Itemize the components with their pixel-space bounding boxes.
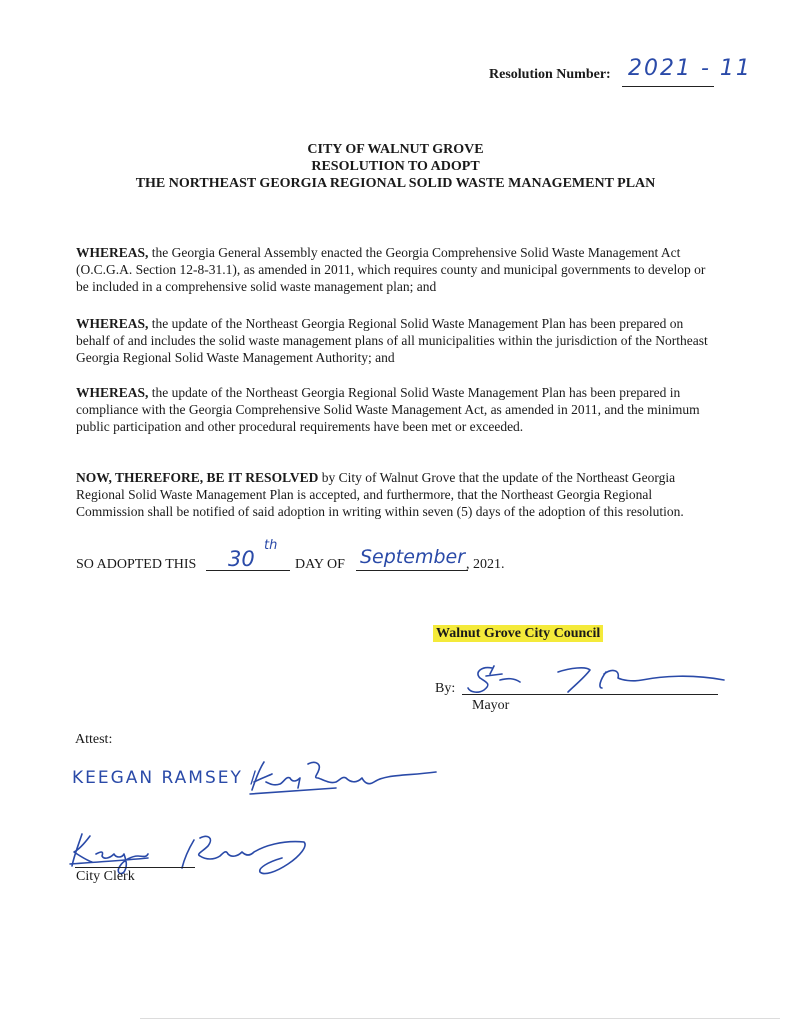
paragraph-text: by City of Walnut Grove that the update of the Northeast Georgia Regional Solid Waste Management Plan is accepted, and furthermore, that the Northeast Georgia Regional Commission shall be notified of said adoption in writing within seven (5) days of the adoption of this resolution. — [76, 470, 684, 519]
adopted-month-underline — [356, 570, 468, 571]
council-name-highlight: Walnut Grove City Council — [433, 625, 603, 642]
council-name — [433, 625, 603, 642]
mayor-title: Mayor — [472, 698, 510, 713]
attest-label: Attest: — [75, 732, 113, 747]
resolution-number-label: Resolution Number: — [489, 67, 611, 82]
adopted-prefix: SO ADOPTED THIS — [76, 557, 197, 572]
title-city: CITY OF WALNUT GROVE — [307, 142, 484, 157]
whereas-paragraph-1 — [76, 244, 716, 295]
whereas-lead: WHEREAS, — [76, 245, 149, 260]
resolution-number-underline — [622, 86, 714, 87]
mayor-signature-icon — [462, 660, 732, 700]
clerk-title: City Clerk — [76, 869, 135, 884]
resolved-lead: NOW, THEREFORE, BE IT RESOLVED — [76, 470, 319, 485]
title-resolution: RESOLUTION TO ADOPT — [311, 159, 480, 174]
paragraph-text: the Georgia General Assembly enacted the Georgia Comprehensive Solid Waste Management Act (O.C.G.A. Section 12-8-31.1), as amended in 2011, which requires county and municipal governments to develop or be included in a comprehensive solid waste management plan; and — [76, 245, 706, 294]
title-plan: THE NORTHEAST GEORGIA REGIONAL SOLID WASTE MANAGEMENT PLAN — [135, 176, 656, 191]
paragraph-text: the update of the Northeast Georgia Regional Solid Waste Management Plan has been prepared on behalf of and includes the solid waste management plans of all municipalities within the jurisdiction of the Northeast Georgia Regional Solid Waste Management Authority; and — [76, 316, 708, 365]
whereas-paragraph-3 — [76, 384, 716, 435]
adopted-day: 30 — [228, 547, 255, 571]
scan-edge-line — [140, 1018, 780, 1019]
resolution-number-value: 2021 - 11 — [628, 56, 752, 81]
adopted-day-suffix: th — [264, 538, 278, 553]
clerk-signature-inline-icon — [246, 754, 446, 804]
whereas-paragraph-2 — [76, 315, 716, 366]
whereas-lead: WHEREAS, — [76, 316, 149, 331]
adopted-middle: DAY OF — [295, 557, 345, 572]
whereas-lead: WHEREAS, — [76, 385, 149, 400]
resolved-paragraph — [76, 469, 716, 520]
adopted-suffix: , 2021. — [466, 557, 505, 572]
paragraph-text: the update of the Northeast Georgia Regional Solid Waste Management Plan has been prepared in compliance with the Georgia Comprehensive Solid Waste Management Act, as amended in 2011, and the minimum public participation and other procedural requirements have been met or exceeded. — [76, 385, 700, 434]
clerk-printed-name: KEEGAN RAMSEY / — [72, 768, 259, 788]
adopted-month: September — [360, 546, 466, 568]
by-label: By: — [435, 681, 456, 696]
